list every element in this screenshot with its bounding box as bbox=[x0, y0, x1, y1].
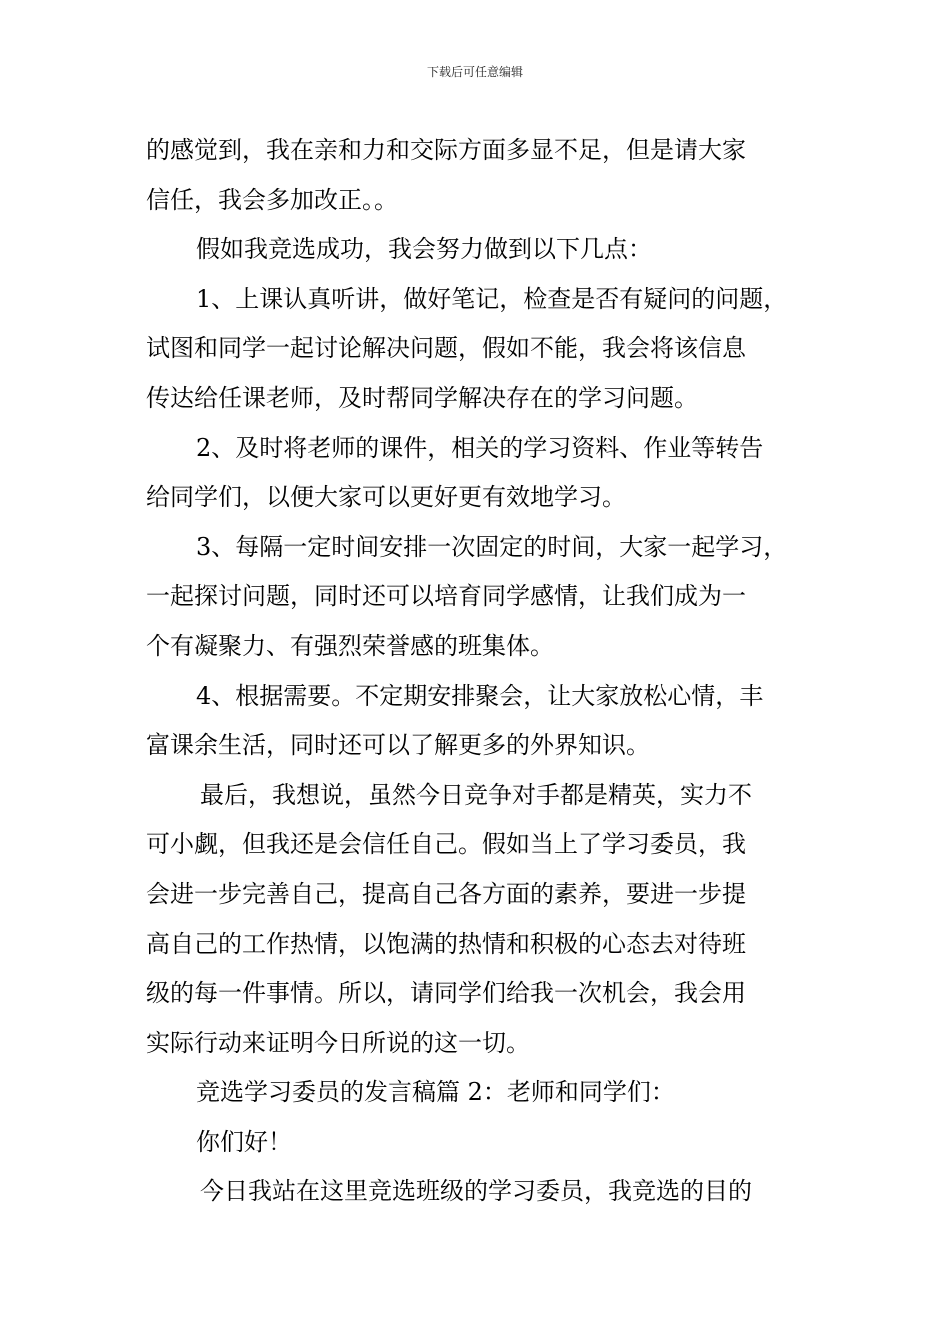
text-line: 你们好！ bbox=[196, 1127, 292, 1156]
text-line: 今日我站在这里竞选班级的学习委员，我竞选的目的 bbox=[200, 1177, 752, 1206]
text-line: 1、上课认真听讲，做好笔记，检查是否有疑问的问题， bbox=[196, 284, 788, 313]
text-line: 4、根据需要。不定期安排聚会，让大家放松心情，丰 bbox=[196, 681, 764, 710]
document-body bbox=[146, 126, 810, 1217]
text-line: 给同学们，以便大家可以更好更有效地学习。 bbox=[146, 483, 626, 512]
text-line: 试图和同学一起讨论解决问题，假如不能，我会将该信息 bbox=[146, 334, 746, 363]
text-line: 3、每隔一定时间安排一次固定的时间，大家一起学习， bbox=[196, 532, 788, 561]
text-line: 实际行动来证明今日所说的这一切。 bbox=[146, 1028, 530, 1057]
text-line: 最后，我想说，虽然今日竞争对手都是精英，实力不 bbox=[200, 780, 752, 809]
text-line: 级的每一件事情。所以，请同学们给我一次机会，我会用 bbox=[146, 979, 746, 1008]
text-line: 会进一步完善自己，提高自己各方面的素养，要进一步提 bbox=[146, 879, 746, 908]
text-line: 信任，我会多加改正。。 bbox=[146, 185, 398, 214]
text-line: 竞选学习委员的发言稿篇 2：老师和同学们： bbox=[196, 1078, 675, 1107]
text-line: 假如我竞选成功，我会努力做到以下几点： bbox=[196, 235, 652, 264]
text-line: 富课余生活，同时还可以了解更多的外界知识。 bbox=[146, 731, 650, 760]
text-line: 个有凝聚力、有强烈荣誉感的班集体。 bbox=[146, 631, 554, 660]
text-line: 可小觑，但我还是会信任自己。假如当上了学习委员，我 bbox=[146, 830, 746, 859]
text-line: 高自己的工作热情，以饱满的热情和积极的心态去对待班 bbox=[146, 929, 746, 958]
text-line: 的感觉到，我在亲和力和交际方面多显不足，但是请大家 bbox=[146, 136, 746, 164]
text-line: 2、及时将老师的课件，相关的学习资料、作业等转告 bbox=[196, 433, 764, 462]
text-line: 一起探讨问题，同时还可以培育同学感情，让我们成为一 bbox=[146, 582, 746, 611]
text-line: 传达给任课老师，及时帮同学解决存在的学习问题。 bbox=[146, 383, 698, 412]
page-header: 下载后可任意编辑 bbox=[426, 65, 523, 79]
